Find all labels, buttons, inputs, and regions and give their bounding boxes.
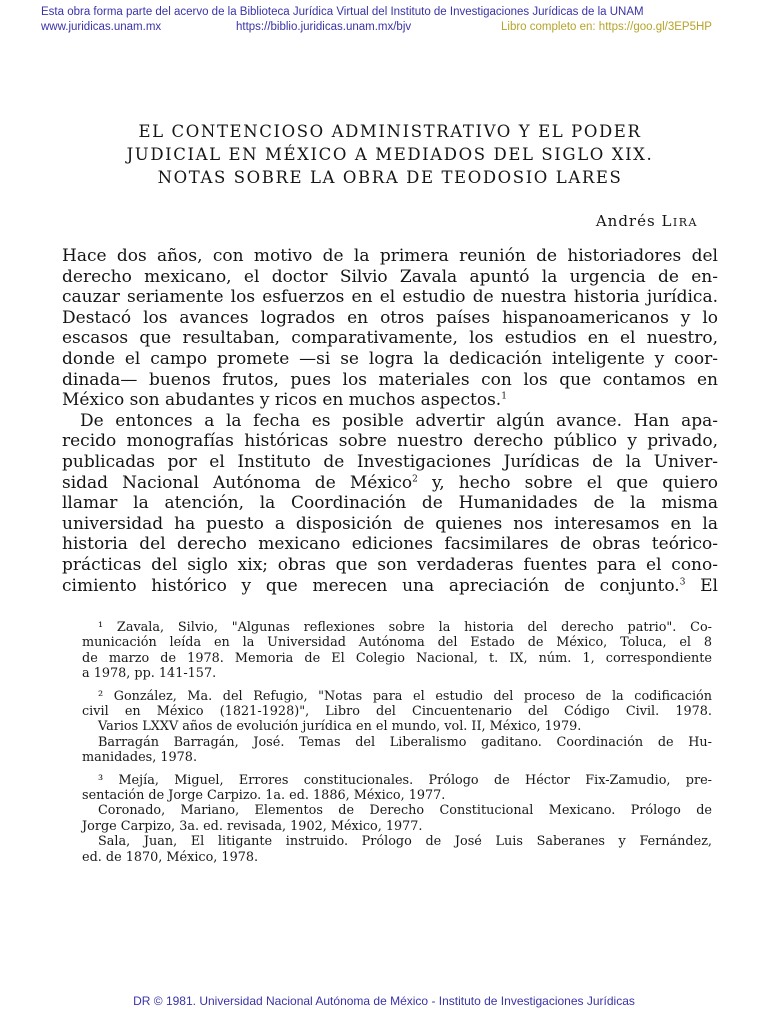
title-line: EL CONTENCIOSO ADMINISTRATIVO Y EL PODER (138, 122, 642, 141)
body-line-text: cimiento histórico y que merecen una apreciación de conjunto. (62, 575, 680, 596)
copyright-footer: DR © 1981. Universidad Nacional Autónoma de México - Instituto de Investigaciones Jurídicas (133, 994, 635, 1008)
paragraph (62, 246, 718, 411)
footnote-line: Barragán Barragán, José. Temas del Liberalismo gaditano. Coordinación de Hu- (98, 734, 712, 750)
body-line: recido monografías históricas sobre nuestro derecho público y privado, (62, 431, 718, 452)
footnote-ref[interactable]: 1 (501, 391, 507, 402)
footnotes (82, 620, 712, 865)
body-line: Destacó los avances logrados en otros países hispanoamericanos y lo (62, 307, 718, 328)
footnote-line: ³ Mejía, Miguel, Errores constitucionales. Prólogo de Héctor Fix-Zamudio, pre- (98, 772, 712, 788)
footnote-line: Jorge Carpizo, 3a. ed. revisada, 1902, México, 1977. (82, 818, 423, 834)
footnote-line: a 1978, pp. 141-157. (82, 666, 217, 682)
body-line (62, 576, 718, 597)
footnote-1 (82, 620, 712, 682)
body-line: derecho mexicano, el doctor Silvio Zavala apuntó la urgencia de en- (62, 266, 718, 287)
footnote-3 (82, 773, 712, 865)
title-line: JUDICIAL EN MÉXICO A MEDIADOS DEL SIGLO XIX. (126, 145, 654, 164)
footnote-line: municación leída en la Universidad Autónoma del Estado de México, Toluca, el 8 (82, 635, 712, 651)
footnote-gap (82, 766, 712, 773)
body-line: universidad ha puesto a disposición de quienes nos interesamos en la (62, 513, 718, 534)
footnote-line: civil en México (1821-1928)", Libro del Cincuentenario del Código Civil. 1978. (82, 704, 712, 720)
footnote-line: de marzo de 1978. Memoria de El Colegio Nacional, t. IX, núm. 1, correspondiente (82, 650, 712, 666)
paragraph (62, 411, 718, 596)
body-line-text: y, hecho sobre el que quiero (417, 472, 719, 493)
author-last-name: Lira (661, 212, 698, 230)
header-links (0, 20, 768, 34)
body-line: dinada— buenos frutos, pues los materiales con los que contamos en (62, 369, 718, 390)
repository-notice: Esta obra forma parte del acervo de la Biblioteca Jurídica Virtual del Instituto de Investigaciones Jurídicas de la UNAM (41, 6, 644, 18)
author-first-name: Andrés (595, 212, 656, 230)
footnote-line: manidades, 1978. (82, 750, 198, 766)
footnote-line: ed. de 1870, México, 1978. (82, 849, 259, 865)
body-line: donde el campo promete —si se logra la dedicación inteligente y coor- (62, 348, 718, 369)
body-line-text: México son abudantes y ricos en muchos aspectos. (62, 390, 502, 411)
footnote-ref[interactable]: 2 (412, 473, 418, 484)
footnote-line: Coronado, Mariano, Elementos de Derecho Constitucional Mexicano. Prólogo de (98, 803, 712, 819)
author (596, 212, 698, 230)
body-line: publicadas por el Instituto de Investigaciones Jurídicas de la Univer- (62, 451, 718, 472)
footnote-line: Varios LXXV años de evolución jurídica en el mundo, vol. II, México, 1979. (98, 719, 582, 735)
footnote-line: ² González, Ma. del Refugio, "Notas para el estudio del proceso de la codificación (98, 688, 712, 704)
article-title (60, 120, 720, 189)
site-link[interactable]: www.juridicas.unam.mx (41, 21, 162, 33)
body-line: cauzar seriamente los esfuerzos en el estudio de nuestra historia jurídica. (62, 287, 718, 308)
title-line: NOTAS SOBRE LA OBRA DE TEODOSIO LARES (157, 168, 623, 187)
footnote-line: ¹ Zavala, Silvio, "Algunas reflexiones sobre la historia del derecho patrio". Co- (98, 620, 712, 635)
footnote-line: Sala, Juan, El litigante instruido. Prólogo de José Luis Saberanes y Fernández, (98, 834, 712, 850)
body-line: prácticas del siglo xix; obras que son verdaderas fuentes para el cono- (62, 554, 718, 575)
body-line (62, 390, 718, 411)
book-link[interactable]: Libro completo en: https://goo.gl/3EP5HP (501, 21, 712, 33)
body-line (62, 473, 718, 494)
article-body (62, 246, 718, 596)
body-line: llamar la atención, la Coordinación de Humanidades de la misma (62, 493, 718, 514)
footnote-2 (82, 689, 712, 766)
body-line: escasos que resultaban, comparativamente, los estudios en el nuestro, (62, 328, 718, 349)
body-line: historia del derecho mexicano ediciones facsimilares de obras teórico- (62, 534, 718, 555)
body-line-text: sidad Nacional Autónoma de México (62, 472, 413, 493)
footnote-gap (82, 682, 712, 689)
bjv-link[interactable]: https://biblio.juridicas.unam.mx/bjv (236, 21, 412, 33)
body-line: Hace dos años, con motivo de la primera reunión de historiadores del (62, 246, 718, 266)
body-line: De entonces a la fecha es posible advertir algún avance. Han apa- (80, 410, 718, 431)
body-line-text: El (685, 575, 718, 596)
footnote-ref[interactable]: 3 (679, 576, 686, 587)
footnote-line: sentación de Jorge Carpizo. 1a. ed. 1886, México, 1977. (82, 788, 446, 804)
